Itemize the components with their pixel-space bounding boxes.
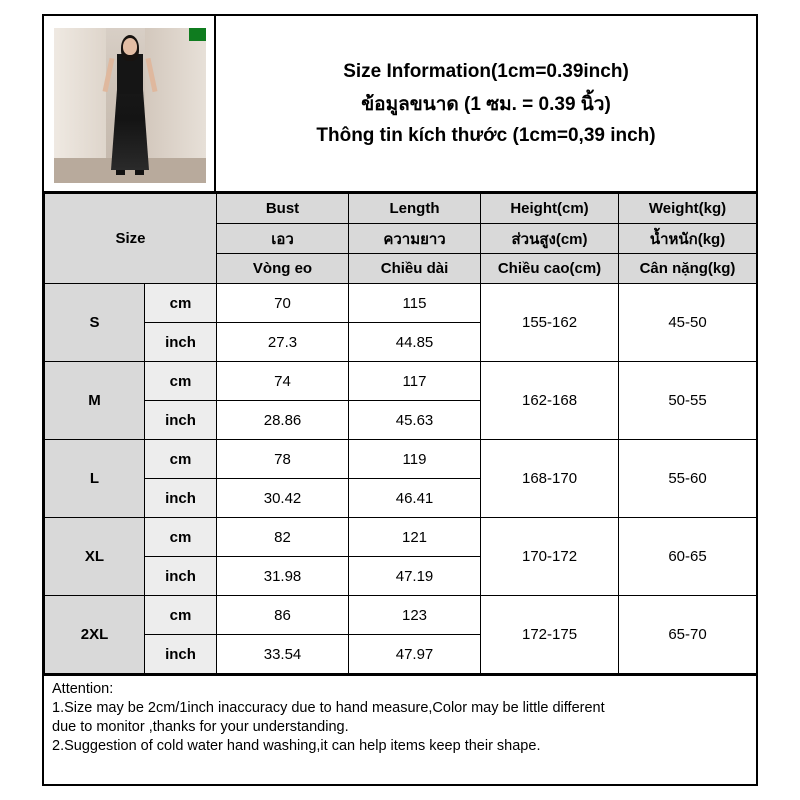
height-xl: 170-172 bbox=[481, 518, 619, 596]
size-cell-m: M bbox=[45, 362, 145, 440]
length-inch-2xl: 47.97 bbox=[349, 635, 481, 674]
header-height-vi: Chiều cao(cm) bbox=[481, 254, 619, 284]
length-cm-2xl: 123 bbox=[349, 596, 481, 635]
length-inch-l: 46.41 bbox=[349, 479, 481, 518]
attention-note-1-line-1: 1.Size may be 2cm/1inch inaccuracy due to hand measure,Color may be little different bbox=[52, 700, 605, 717]
bust-cm-2xl: 86 bbox=[217, 596, 349, 635]
unit-cell-inch: inch bbox=[145, 479, 217, 518]
header-length-vi: Chiều dài bbox=[349, 254, 481, 284]
unit-cell-cm: cm bbox=[145, 284, 217, 323]
unit-cell-cm: cm bbox=[145, 596, 217, 635]
unit-cell-inch: inch bbox=[145, 323, 217, 362]
height-2xl: 172-175 bbox=[481, 596, 619, 674]
weight-m: 50-55 bbox=[619, 362, 757, 440]
table-row bbox=[45, 440, 757, 479]
title-line-english: Size Information(1cm=0.39inch) bbox=[343, 60, 629, 82]
unit-cell-cm: cm bbox=[145, 440, 217, 479]
weight-2xl: 65-70 bbox=[619, 596, 757, 674]
title-block bbox=[216, 16, 756, 191]
height-m: 162-168 bbox=[481, 362, 619, 440]
model-shoe-right bbox=[135, 170, 144, 175]
attention-notes bbox=[44, 674, 756, 757]
product-photo bbox=[54, 28, 206, 183]
bust-inch-xl: 31.98 bbox=[217, 557, 349, 596]
unit-cell-cm: cm bbox=[145, 362, 217, 401]
bust-inch-l: 30.42 bbox=[217, 479, 349, 518]
length-inch-xl: 47.19 bbox=[349, 557, 481, 596]
height-l: 168-170 bbox=[481, 440, 619, 518]
length-inch-m: 45.63 bbox=[349, 401, 481, 440]
model-shoe-left bbox=[116, 170, 125, 175]
chart-header bbox=[44, 16, 756, 193]
table-row bbox=[45, 596, 757, 635]
title-line-vietnamese: Thông tin kích thước (1cm=0,39 inch) bbox=[316, 124, 656, 146]
attention-heading: Attention: bbox=[52, 681, 114, 697]
header-size-label: Size bbox=[45, 194, 217, 284]
header-height-en: Height(cm) bbox=[481, 194, 619, 224]
bust-inch-m: 28.86 bbox=[217, 401, 349, 440]
header-bust-th: เอว bbox=[217, 224, 349, 254]
weight-xl: 60-65 bbox=[619, 518, 757, 596]
size-cell-l: L bbox=[45, 440, 145, 518]
length-cm-m: 117 bbox=[349, 362, 481, 401]
size-cell-xl: XL bbox=[45, 518, 145, 596]
bust-cm-s: 70 bbox=[217, 284, 349, 323]
header-weight-vi: Cân nặng(kg) bbox=[619, 254, 757, 284]
bust-inch-2xl: 33.54 bbox=[217, 635, 349, 674]
unit-cell-inch: inch bbox=[145, 635, 217, 674]
bust-cm-l: 78 bbox=[217, 440, 349, 479]
header-length-en: Length bbox=[349, 194, 481, 224]
unit-cell-inch: inch bbox=[145, 401, 217, 440]
size-cell-s: S bbox=[45, 284, 145, 362]
length-cm-s: 115 bbox=[349, 284, 481, 323]
bust-cm-m: 74 bbox=[217, 362, 349, 401]
table-row bbox=[45, 362, 757, 401]
table-row bbox=[45, 284, 757, 323]
unit-cell-inch: inch bbox=[145, 557, 217, 596]
weight-l: 55-60 bbox=[619, 440, 757, 518]
measurements-table bbox=[44, 193, 757, 674]
attention-note-1-line-2: due to monitor ,thanks for your understanding. bbox=[52, 719, 349, 736]
table-header-row-en bbox=[45, 194, 757, 224]
model-head bbox=[123, 38, 137, 55]
height-s: 155-162 bbox=[481, 284, 619, 362]
header-height-th: ส่วนสูง(cm) bbox=[481, 224, 619, 254]
size-chart-frame bbox=[42, 14, 758, 786]
header-bust-en: Bust bbox=[217, 194, 349, 224]
product-photo-cell bbox=[44, 16, 216, 191]
unit-cell-cm: cm bbox=[145, 518, 217, 557]
header-weight-th: น้ำหนัก(kg) bbox=[619, 224, 757, 254]
weight-s: 45-50 bbox=[619, 284, 757, 362]
length-cm-l: 119 bbox=[349, 440, 481, 479]
attention-note-2: 2.Suggestion of cold water hand washing,it can help items keep their shape. bbox=[52, 738, 541, 755]
size-cell-2xl: 2XL bbox=[45, 596, 145, 674]
header-bust-vi: Vòng eo bbox=[217, 254, 349, 284]
title-line-thai: ข้อมูลขนาด (1 ซม. = 0.39 นิ้ว) bbox=[361, 93, 611, 115]
length-cm-xl: 121 bbox=[349, 518, 481, 557]
bust-cm-xl: 82 bbox=[217, 518, 349, 557]
header-length-th: ความยาว bbox=[349, 224, 481, 254]
length-inch-s: 44.85 bbox=[349, 323, 481, 362]
green-badge-icon bbox=[189, 28, 206, 41]
header-weight-en: Weight(kg) bbox=[619, 194, 757, 224]
bust-inch-s: 27.3 bbox=[217, 323, 349, 362]
table-row bbox=[45, 518, 757, 557]
